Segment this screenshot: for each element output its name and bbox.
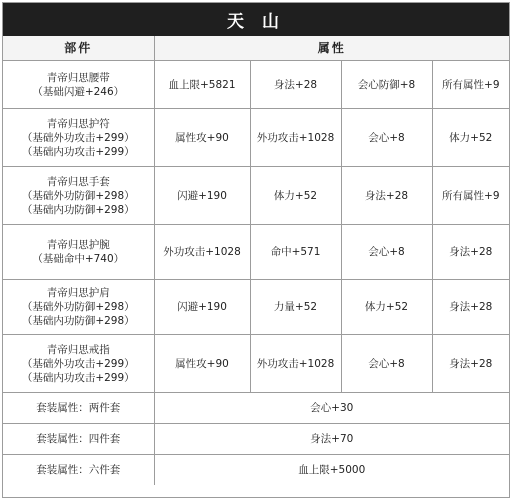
part-name: 青帝归思护腕 <box>46 239 110 251</box>
part-base: （基础外功防御+298） <box>21 189 135 202</box>
part-base: （基础内功攻击+299） <box>21 371 135 384</box>
set-bonus-row <box>3 393 509 424</box>
part-base: （基础命中+740） <box>32 253 125 265</box>
part-cell <box>3 109 154 167</box>
attr-cell: 所有属性+9 <box>432 167 509 225</box>
table-row <box>3 280 509 335</box>
part-base: （基础外功攻击+299） <box>21 357 135 370</box>
table-row <box>3 167 509 225</box>
attr-cell: 会心防御+8 <box>341 61 432 109</box>
attr-cell: 血上限+5821 <box>154 61 250 109</box>
attr-cell: 外功攻击+1028 <box>154 225 250 280</box>
attr-cell: 属性攻+90 <box>154 335 250 393</box>
attr-cell: 闪避+190 <box>154 167 250 225</box>
equipment-table <box>3 36 509 485</box>
part-name: 青帝归思腰带 <box>46 71 110 84</box>
attr-cell: 外功攻击+1028 <box>250 335 341 393</box>
part-cell <box>3 167 154 225</box>
attr-cell: 身法+28 <box>250 61 341 109</box>
part-name: 青帝归思护符 <box>46 117 110 130</box>
table-row <box>3 61 509 109</box>
attr-cell: 体力+52 <box>432 109 509 167</box>
part-base: （基础内功防御+298） <box>21 203 135 216</box>
attr-cell: 体力+52 <box>341 280 432 335</box>
attr-cell: 闪避+190 <box>154 280 250 335</box>
attr-cell: 身法+28 <box>341 167 432 225</box>
part-cell <box>3 225 154 280</box>
table-row <box>3 109 509 167</box>
attr-cell: 属性攻+90 <box>154 109 250 167</box>
part-base: （基础内功攻击+299） <box>21 145 135 158</box>
part-cell <box>3 61 154 109</box>
set-bonus-label: 套装属性：两件套 <box>3 393 154 424</box>
page-title: 天 山 <box>3 3 509 36</box>
attr-cell: 体力+52 <box>250 167 341 225</box>
set-bonus-label: 套装属性：六件套 <box>3 455 154 486</box>
set-bonus-value: 会心+30 <box>154 393 509 424</box>
attr-cell: 会心+8 <box>341 335 432 393</box>
part-base: （基础外功攻击+299） <box>21 131 135 144</box>
header-attr: 属性 <box>154 36 509 61</box>
table-row <box>3 335 509 393</box>
equipment-table-container <box>2 2 510 498</box>
set-bonus-value: 身法+70 <box>154 424 509 455</box>
part-base: （基础内功防御+298） <box>21 315 135 327</box>
attr-cell: 所有属性+9 <box>432 61 509 109</box>
attr-cell: 会心+8 <box>341 225 432 280</box>
attr-cell: 会心+8 <box>341 109 432 167</box>
part-cell <box>3 280 154 335</box>
attr-cell: 身法+28 <box>432 225 509 280</box>
attr-cell: 命中+571 <box>250 225 341 280</box>
part-name: 青帝归思手套 <box>46 175 110 188</box>
attr-cell: 力量+52 <box>250 280 341 335</box>
part-name: 青帝归思戒指 <box>46 343 110 356</box>
part-base: （基础闪避+246） <box>32 85 125 98</box>
set-bonus-label: 套装属性：四件套 <box>3 424 154 455</box>
attr-cell: 身法+28 <box>432 335 509 393</box>
header-part: 部件 <box>3 36 154 61</box>
part-cell <box>3 335 154 393</box>
part-base: （基础外功防御+298） <box>21 301 135 313</box>
attr-cell: 身法+28 <box>432 280 509 335</box>
set-bonus-row <box>3 424 509 455</box>
set-bonus-value: 血上限+5000 <box>154 455 509 486</box>
table-header-row <box>3 36 509 61</box>
part-name: 青帝归思护肩 <box>46 287 110 299</box>
set-bonus-row <box>3 455 509 486</box>
table-row <box>3 225 509 280</box>
attr-cell: 外功攻击+1028 <box>250 109 341 167</box>
